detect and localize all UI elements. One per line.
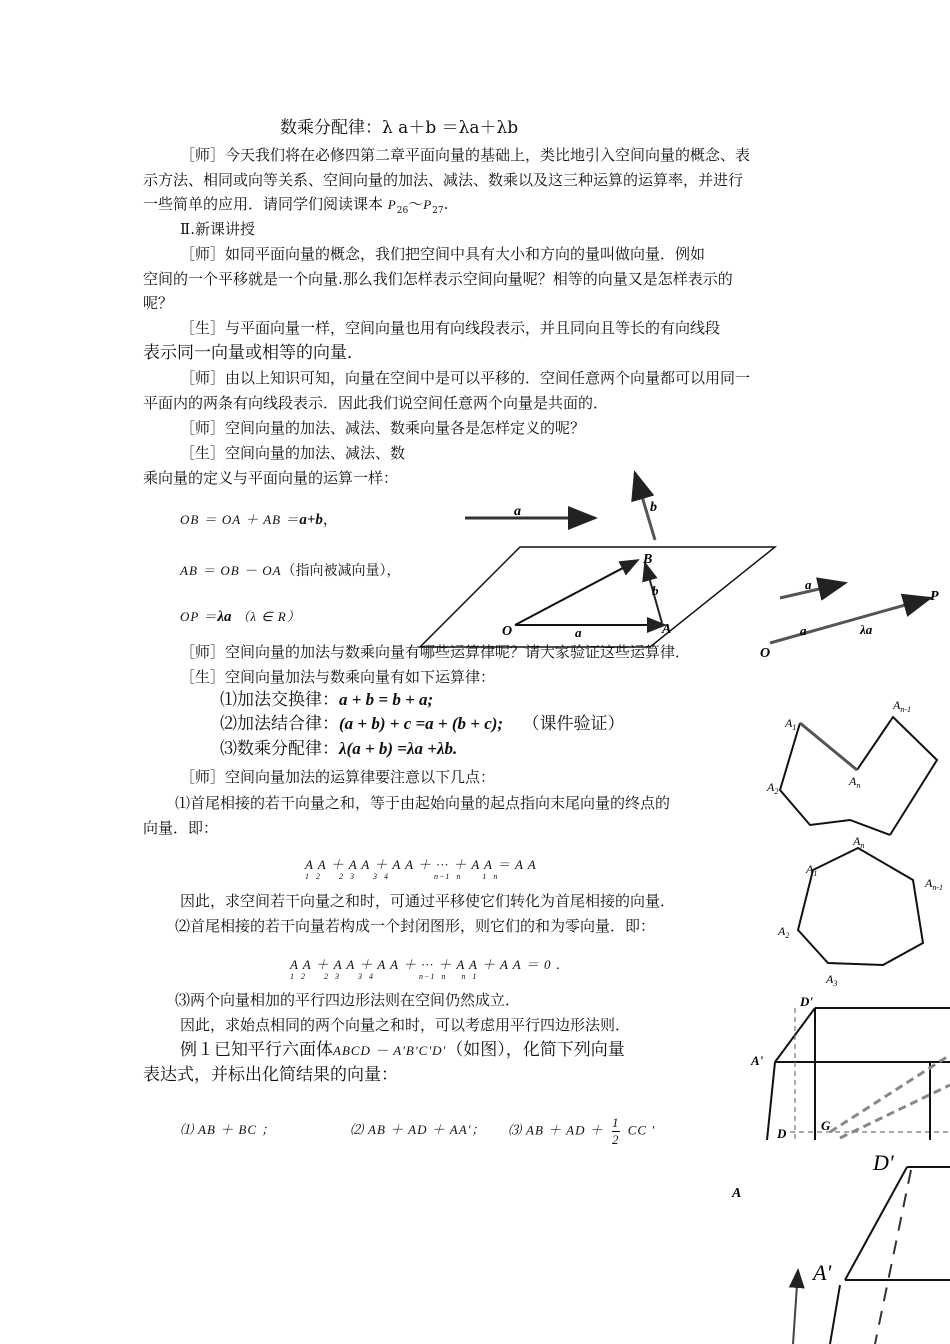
label-an: $A_n$	[849, 774, 861, 790]
vector-ob	[515, 560, 638, 625]
formula-main: A A ＋ A A ＋ A A ＋ ··· ＋ A A ＝ A A	[305, 857, 537, 872]
paragraph-3-line-1: ［生］与平面向量一样，空间向量也用有向线段表示，并且同向且等长的有向线段	[180, 319, 721, 337]
paragraph-5: ［师］空间向量的加法、减法、数乘向量各是怎样定义的呢？	[180, 419, 586, 437]
label-b-plane: b	[652, 583, 659, 598]
equation-subtraction	[180, 560, 401, 581]
paragraph-3-line-2: 表示同一向量或相等的向量．	[143, 343, 364, 363]
label-a2: $A_2$	[778, 924, 790, 940]
equation-punct: ，	[322, 510, 338, 528]
example-math: ABCD － A'B'C'D'	[333, 1043, 447, 1058]
law-formula: λ(a + b) =λa +λb.	[339, 739, 458, 758]
law-note: （课件验证）	[522, 714, 625, 734]
plane-parallelogram	[420, 547, 775, 647]
paragraph-13: ⑶两个向量相加的平行四边形法则在空间仍然成立．	[175, 991, 521, 1009]
page-ref-p: P	[387, 197, 397, 212]
example-1-line-1	[180, 1040, 625, 1061]
section-heading: Ⅱ.新课讲授	[180, 220, 255, 238]
paragraph-1-line-2: 示方法、相同或向等关系、空间向量的加法、减法、数乘以及这三种运算的运算率，并进行	[143, 171, 744, 189]
formula-subscripts: 1 2 2 3 3 4 n−1 n 1 n	[305, 872, 499, 881]
paragraph-10-line-1: ⑴首尾相接的若干向量之和，等于由起始向量的起点指向末尾向量的终点的	[175, 794, 671, 812]
label-a2: $A_2$	[767, 780, 779, 796]
sum-formula-closed	[290, 955, 570, 981]
period: .	[443, 195, 449, 213]
closing-vector	[800, 723, 857, 770]
question-text: CC '	[627, 1122, 656, 1138]
equation-bold: a+b	[299, 512, 323, 528]
closed-polygon-path	[798, 848, 923, 965]
law-formula: (a + b) + c =a + (b + c);	[339, 714, 504, 733]
paragraph-1-line-1: ［师］今天我们将在必修四第二章平面向量的基础上，类比地引入空间向量的概念、表	[180, 146, 751, 164]
label-g: G	[821, 1118, 831, 1133]
paragraph-2-line-2: 空间的一个平移就是一个向量.那么我们怎样表示空间向量呢？相等的向量又是怎样表示的	[143, 270, 733, 288]
page-ref-sub: 27	[432, 206, 444, 216]
question-text: ⑶ AB ＋ AD ＋	[508, 1122, 604, 1138]
label-b: b	[650, 500, 657, 515]
question-3	[508, 1115, 655, 1148]
law-label: ⑴加法交换律：	[220, 690, 339, 710]
polygon-path	[780, 723, 890, 835]
polygon-path-upper	[857, 717, 937, 835]
paragraph-6-line-2: 乘向量的定义与平面向量的运算一样：	[143, 469, 399, 487]
label-a-prime-large: A'	[813, 1260, 832, 1285]
paragraph-6-line-1: ［生］空间向量的加法、减法、数	[180, 444, 406, 462]
question-2: ⑵ AB ＋ AD ＋ AA'；	[350, 1122, 486, 1137]
question-1: ⑴ AB ＋ BC ；	[180, 1122, 276, 1137]
open-polygon-figure	[767, 695, 950, 835]
law-associative	[220, 714, 625, 734]
label-an1: $A_{n-1}$	[893, 698, 912, 714]
label-o: O	[502, 624, 513, 639]
law-formula: a + b = b + a;	[339, 690, 434, 709]
label-a: a	[514, 504, 521, 519]
label-B: B	[643, 552, 653, 567]
label-a1: $A_1$	[806, 862, 818, 878]
law-label: ⑶数乘分配律：	[220, 739, 339, 759]
label-an1: $A_{n-1}$	[925, 876, 944, 892]
paragraph-2-line-1: ［师］如同平面向量的概念，我们把空间中具有大小和方向的量叫做向量．例如	[180, 245, 706, 263]
label-P: P	[930, 589, 939, 604]
tilde: ～	[408, 195, 424, 213]
equation-text: OP ＝	[180, 609, 218, 624]
equation-addition	[180, 509, 338, 530]
fraction-denominator: 2	[612, 1132, 620, 1147]
paragraph-8: ［生］空间向量加法与数乘向量有如下运算律：	[180, 668, 496, 686]
law-label: ⑵加法结合律：	[220, 714, 339, 734]
label-A: A	[662, 622, 672, 637]
paragraph-1-line-3	[143, 194, 448, 221]
paragraph-7: ［师］空间向量的加法与数乘向量有哪些运算律呢？请大家验证这些运算律．	[180, 643, 691, 661]
label-a1: $A_1$	[785, 716, 797, 732]
equation-scalar	[180, 606, 301, 627]
label-d: D	[777, 1126, 787, 1141]
fraction-numerator: 1	[612, 1115, 620, 1130]
paragraph-9: ［师］空间向量加法的运算律要注意以下几点：	[180, 768, 496, 786]
label-lambda-a: λa	[860, 622, 873, 637]
paragraph-4-line-1: ［师］由以上知识可知，向量在空间中是可以平移的．空间任意两个向量都可以用同一	[180, 369, 751, 387]
fraction	[612, 1115, 620, 1148]
equation-note: （指向被减向量），	[281, 563, 401, 579]
label-a3: $A_3$	[826, 972, 838, 988]
page-ref-sub: 26	[396, 206, 409, 216]
equation-bold: λa	[217, 609, 232, 625]
label-an: $A_n$	[853, 834, 865, 850]
heading-line: 数乘分配律：λ a＋b ＝λa＋λb	[280, 118, 519, 138]
equation-text: OB ＝ OA ＋ AB ＝	[180, 512, 300, 527]
vector-diagram	[410, 465, 950, 665]
example-text: （如图），化简下列向量	[446, 1040, 625, 1060]
label-a-prime: A'	[751, 1053, 764, 1068]
parallelepiped-figure-large	[725, 1145, 950, 1344]
law-commutative	[220, 690, 433, 710]
law-distributive	[220, 739, 457, 759]
sum-formula-open	[305, 855, 537, 881]
formula-subscripts: 1 2 2 3 3 4 n−1 n n 1	[290, 972, 478, 981]
paragraph-2-line-3: 呢？	[143, 294, 174, 312]
vector-a-small	[780, 583, 845, 598]
paragraph-14: 因此，求始点相同的两个向量之和时，可以考虑用平行四边形法则．	[180, 1016, 631, 1034]
paragraph-10-line-2: 向量．即：	[143, 819, 219, 837]
label-a-large: A	[732, 1186, 742, 1201]
page-ref-p: P	[423, 197, 433, 212]
paragraph-11: 因此，求空间若干向量之和时，可通过平移使它们转化为首尾相接的向量．	[180, 892, 676, 910]
equation-text: AB ＝ OB － OA	[180, 563, 282, 578]
paragraph-12: ⑵首尾相接的若干向量若构成一个封闭图形，则它们的和为零向量．即：	[175, 917, 656, 935]
label-d-prime: D'	[800, 994, 813, 1009]
formula-main: A A ＋ A A ＋ A A ＋ ··· ＋ A A ＋ A A ＝ 0 ．	[290, 957, 570, 972]
equation-note: （λ ∈ R）	[236, 609, 301, 624]
closed-polygon-figure	[778, 835, 950, 990]
label-O-right: O	[760, 646, 771, 661]
paragraph-4-line-2: 平面内的两条有向线段表示．因此我们说空间任意两个向量是共面的．	[143, 394, 609, 412]
label-a-small: a	[805, 577, 812, 592]
example-text: 例１已知平行六面体	[180, 1040, 333, 1060]
text-segment: 一些简单的应用．请同学们阅读课本	[143, 195, 384, 213]
parallelepiped-figure	[745, 990, 950, 1150]
label-a-op: a	[800, 623, 807, 638]
label-d-prime-large: D'	[873, 1150, 894, 1175]
label-a-plane: a	[575, 625, 582, 640]
example-1-line-2: 表达式，并标出化简结果的向量：	[143, 1065, 398, 1085]
vector-op	[770, 598, 930, 643]
